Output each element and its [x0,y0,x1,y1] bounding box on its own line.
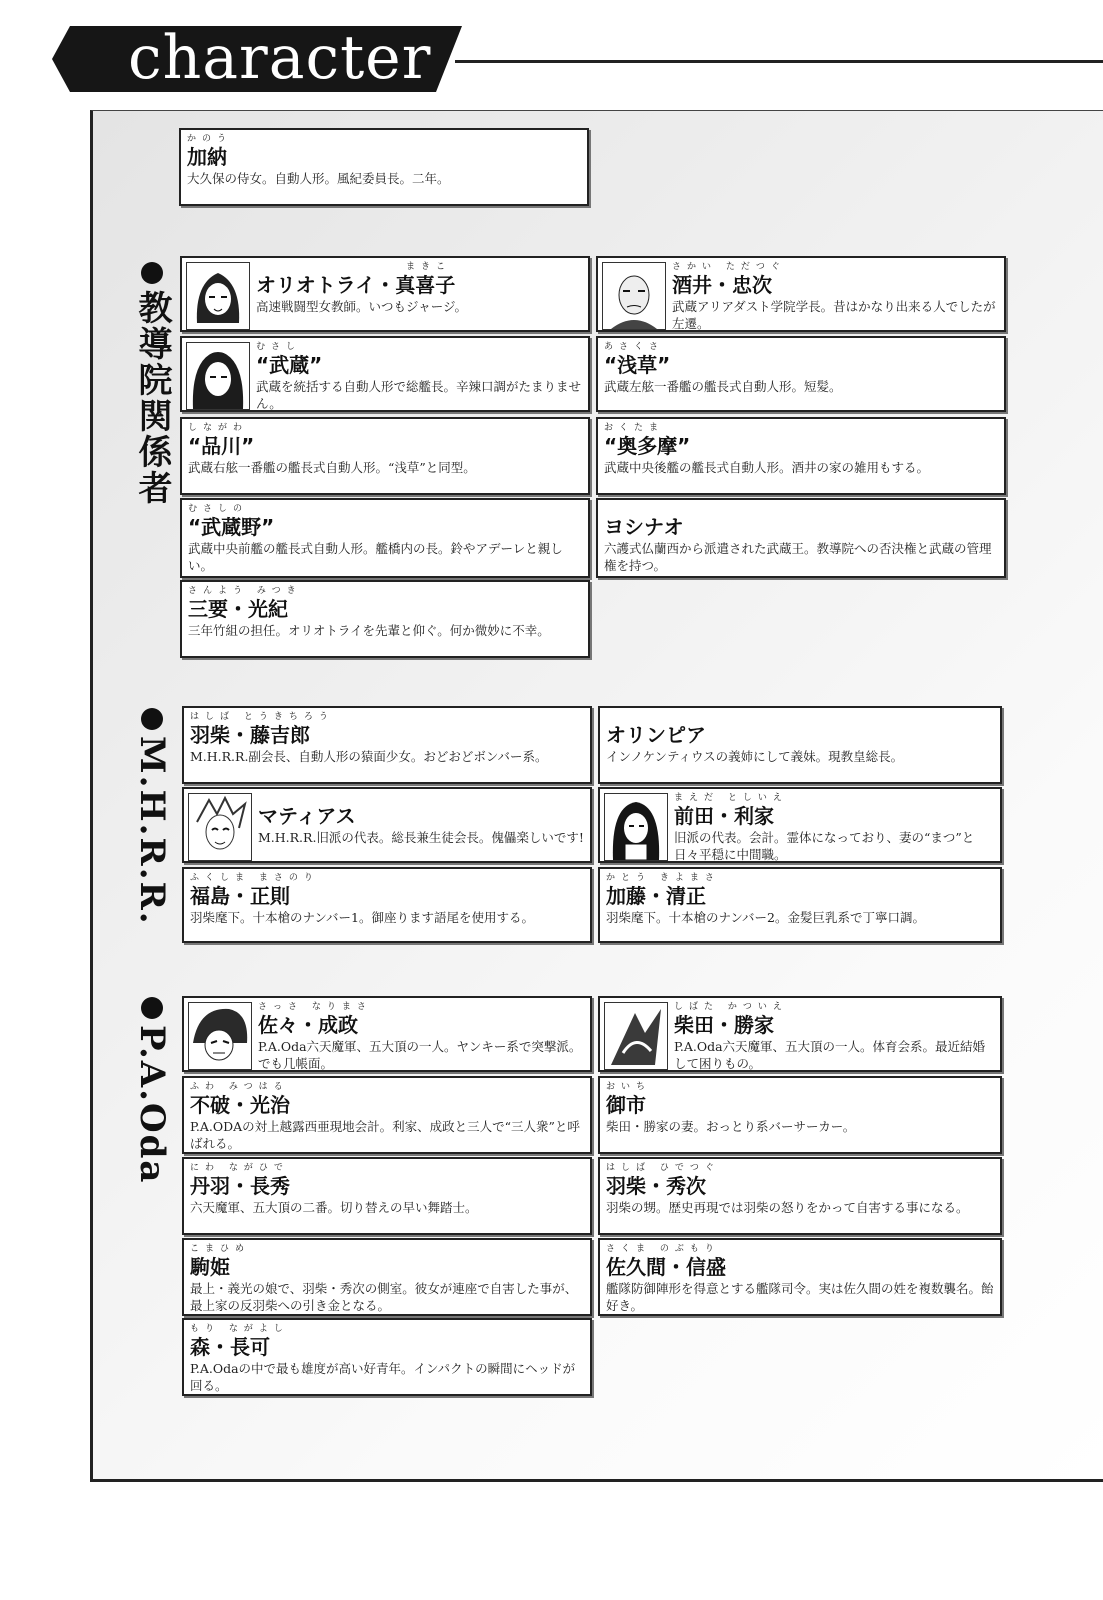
character-name: マティアス [258,804,356,828]
character-description: 高速戦闘型女教師。いつもジャージ。 [256,299,468,314]
character-description: P.A.ODAの対上越露西亜現地会計。利家、成政と三人で“三人衆”と呼ばれる。 [190,1119,580,1151]
character-name: 福島・正則 [190,884,290,908]
name-ruby [258,793,584,804]
name-ruby: もり ながよし [190,1324,289,1334]
character-card-musashi [180,336,590,412]
character-description: 六護式仏蘭西から派遣された武蔵王。教導院への否決権と武蔵の管理権を持つ。 [604,541,992,573]
character-card-sanyou [180,580,590,658]
character-description: 大久保の侍女。自動人形。風紀委員長。二年。 [187,171,450,186]
name-ruby: むさし [256,342,302,352]
character-name: 酒井・忠次 [672,273,772,297]
character-portrait [604,793,668,861]
character-name: “品川” [188,434,255,458]
character-description: 武蔵アリアダスト学院学長。昔はかなり出来る人でしたが左遷。 [672,299,996,331]
character-card-kanou [179,128,589,206]
character-description: P.A.Odaの中で最も雄度が高い好青年。インパクトの瞬間にヘッドが回る。 [190,1361,576,1393]
character-description: 六天魔軍、五大頂の二番。切り替えの早い舞踏士。 [190,1200,478,1215]
page-title: character [128,23,432,93]
bullet-dot-icon [141,262,163,284]
name-ruby: ふわ みつはる [190,1082,289,1092]
name-ruby: しばた かついえ [674,1002,788,1012]
character-card-maeda [598,787,1002,863]
character-name: 御市 [606,1093,646,1117]
character-card-olympia [598,706,1002,784]
name-ruby: さんよう みつき [188,586,302,596]
character-card-komahime [182,1238,592,1316]
character-description: 柴田・勝家の妻。おっとり系バーサーカー。 [606,1119,856,1134]
character-card-asakusa [596,336,1006,412]
character-name: 佐久間・信盛 [606,1255,726,1279]
name-ruby: かのう [187,134,233,144]
character-description: 旧派の代表。会計。霊体になっており、妻の“まつ”と日々平穏に中間職。 [674,830,975,862]
bullet-dot-icon [141,708,163,730]
character-description: 武蔵左舷一番艦の艦長式自動人形。短髪。 [604,379,842,394]
character-name: 駒姫 [190,1255,230,1279]
name-ruby: こまひめ [190,1244,251,1254]
bullet-dot-icon [141,997,163,1019]
character-name: オリオトライ・真喜子 [256,273,456,297]
character-description: 羽柴麾下。十本槍のナンバー1。御座ります語尾を使用する。 [190,910,534,925]
name-ruby: おいち [606,1082,652,1092]
name-ruby: しながわ [188,423,249,433]
character-name: 不破・光治 [190,1093,290,1117]
character-card-fuwa [182,1076,592,1154]
section-label-paoda: P.A.Oda [132,997,172,1184]
character-description: M.H.R.R.副会長、自動人形の猿面少女。おどおどボンバー系。 [190,749,548,764]
character-card-hashiba [182,706,592,784]
character-name: “武蔵野” [188,515,275,539]
character-portrait [186,342,250,410]
character-name: 佐々・成政 [258,1013,358,1037]
character-card-okutama [596,417,1006,495]
name-ruby: むさしの [188,504,249,514]
character-card-mori [182,1318,592,1396]
character-portrait [186,262,250,330]
character-card-sassa [182,996,592,1072]
character-card-fukushima [182,867,592,943]
name-ruby: あさくさ [604,342,665,352]
character-card-sakai [596,256,1006,332]
name-ruby: かとう きよまさ [606,873,720,883]
character-description: インノケンティウスの義姉にして義妹。現教皇総長。 [606,749,904,764]
character-name: 前田・利家 [674,804,774,828]
character-name: 羽柴・藤吉郎 [190,723,310,747]
character-name: 丹羽・長秀 [190,1174,290,1198]
character-card-matthias [182,787,592,863]
name-ruby: はしば ひでつぐ [606,1163,720,1173]
character-description: 三年竹組の担任。オリオトライを先輩と仰ぐ。何か微妙に不幸。 [188,623,550,638]
name-ruby: まきこ [406,262,452,272]
character-name: “浅草” [604,353,671,377]
character-card-yoshinao [596,498,1006,578]
character-name: 加納 [187,145,227,169]
name-ruby: さくま のぶもり [606,1244,720,1254]
character-name: オリンピア [606,723,706,747]
character-name: 加藤・清正 [606,884,706,908]
name-ruby: さっさ なりまさ [258,1002,372,1012]
character-description: P.A.Oda六天魔軍、五大頂の一人。ヤンキー系で突撃派。でも几帳面。 [258,1039,582,1071]
character-portrait [188,793,252,861]
character-card-oriotorai [180,256,590,332]
name-ruby [604,504,998,515]
character-card-oichi [598,1076,1002,1154]
character-description: 羽柴の甥。歴史再現では羽柴の怒りをかって自害する事になる。 [606,1200,969,1215]
name-ruby: おくたま [604,423,665,433]
name-ruby: ふくしま まさのり [190,873,319,883]
character-description: 武蔵右舷一番艦の艦長式自動人形。“浅草”と同型。 [188,460,476,475]
character-description: 武蔵中央前艦の艦長式自動人形。艦橋内の長。鈴やアデーレと親しい。 [188,541,563,573]
name-ruby: にわ ながひで [190,1163,289,1173]
character-description: 最上・義光の娘で、羽柴・秀次の側室。彼女が連座で自害した事が、最上家の反羽柴への引き金となる。 [190,1281,578,1313]
header-rule [455,60,1103,63]
character-card-hideji [598,1157,1002,1235]
character-card-sakuma [598,1238,1002,1316]
character-card-shibata [598,996,1002,1072]
character-name: ヨシナオ [604,515,684,539]
character-name: 羽柴・秀次 [606,1174,706,1198]
character-description: 武蔵を統括する自動人形で総艦長。辛辣口調がたまりません。 [256,379,582,411]
character-name: “奥多摩” [604,434,691,458]
section-label-kyoudouin: 教導院関係者 [132,262,172,506]
character-description: 武蔵中央後艦の艦長式自動人形。酒井の家の雑用もする。 [604,460,930,475]
name-ruby: はしば とうきちろう [190,712,334,722]
character-card-musashino [180,498,590,578]
character-description: 羽柴麾下。十本槍のナンバー2。金髪巨乳系で丁寧口調。 [606,910,925,925]
character-name: 森・長可 [190,1335,270,1359]
character-portrait [602,262,666,330]
name-ruby: まえだ としいえ [674,793,788,803]
section-label-mhrr: M.H.R.R. [132,708,172,926]
character-description: 艦隊防御陣形を得意とする艦隊司令。実は佐久間の姓を複数襲名。飴好き。 [606,1281,994,1313]
character-name: “武蔵” [256,353,323,377]
character-name: 柴田・勝家 [674,1013,774,1037]
name-ruby [606,712,994,723]
character-portrait [188,1002,252,1070]
character-description: P.A.Oda六天魔軍、五大頂の一人。体育会系。最近結婚して困りもの。 [674,1039,986,1071]
character-name: 三要・光紀 [188,597,288,621]
character-card-katou [598,867,1002,943]
character-portrait [604,1002,668,1070]
name-ruby: さかい ただつぐ [672,262,786,272]
character-description: M.H.R.R.旧派の代表。総長兼生徒会長。傀儡楽しいです! [258,830,584,845]
character-card-niwa [182,1157,592,1235]
character-card-shinagawa [180,417,590,495]
